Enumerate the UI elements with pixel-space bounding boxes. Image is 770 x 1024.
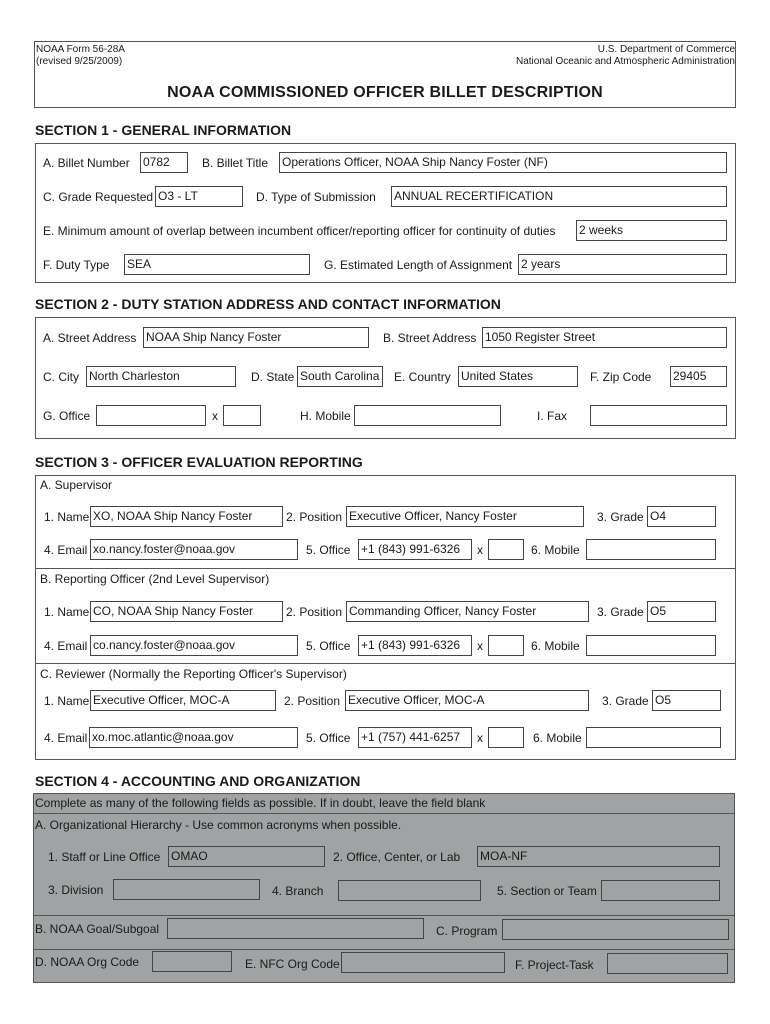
grade-requested-label: C. Grade Requested bbox=[43, 190, 154, 204]
reviewer-label: C. Reviewer (Normally the Reporting Officer's Supervisor) bbox=[40, 667, 347, 681]
street-address-a-field[interactable]: NOAA Ship Nancy Foster bbox=[143, 327, 369, 348]
nfc-org-code-label: E. NFC Org Code bbox=[245, 957, 340, 971]
section4-divider-1 bbox=[34, 813, 734, 814]
assignment-length-field[interactable]: 2 years bbox=[518, 254, 727, 275]
duty-type-label: F. Duty Type bbox=[43, 258, 110, 272]
supervisor-mobile-field[interactable] bbox=[586, 539, 716, 560]
noaa-org-code-label: D. NOAA Org Code bbox=[35, 955, 140, 969]
org-hierarchy-label: A. Organizational Hierarchy - Use common acronyms when possible. bbox=[35, 818, 402, 832]
supervisor-office-field[interactable]: +1 (843) 991-6326 bbox=[358, 539, 472, 560]
street-address-b-label: B. Street Address bbox=[383, 331, 477, 345]
supervisor-mobile-label: 6. Mobile bbox=[531, 543, 580, 557]
reporting-position-field[interactable]: Commanding Officer, Nancy Foster bbox=[346, 601, 589, 622]
submission-type-label: D. Type of Submission bbox=[256, 190, 376, 204]
reviewer-mobile-label: 6. Mobile bbox=[533, 731, 582, 745]
billet-title-field[interactable]: Operations Officer, NOAA Ship Nancy Foster (NF) bbox=[279, 152, 727, 173]
reviewer-ext-field[interactable] bbox=[488, 727, 524, 748]
supervisor-name-label: 1. Name bbox=[44, 510, 90, 524]
goal-subgoal-label: B. NOAA Goal/Subgoal bbox=[35, 922, 160, 936]
reporting-name-label: 1. Name bbox=[44, 605, 90, 619]
program-label: C. Program bbox=[436, 924, 498, 938]
goal-subgoal-field[interactable] bbox=[167, 918, 424, 939]
section4-instructions: Complete as many of the following fields as possible. If in doubt, leave the field blank bbox=[35, 796, 486, 810]
country-label: E. Country bbox=[394, 370, 451, 384]
project-task-label: F. Project-Task bbox=[515, 958, 594, 972]
section-team-label: 5. Section or Team bbox=[497, 884, 597, 898]
reviewer-email-field[interactable]: xo.moc.atlantic@noaa.gov bbox=[89, 727, 298, 748]
supervisor-email-field[interactable]: xo.nancy.foster@noaa.gov bbox=[90, 539, 298, 560]
billet-number-label: A. Billet Number bbox=[43, 156, 130, 170]
reviewer-grade-field[interactable]: O5 bbox=[652, 690, 721, 711]
reviewer-office-field[interactable]: +1 (757) 441-6257 bbox=[358, 727, 472, 748]
section3-divider-b bbox=[35, 663, 736, 664]
supervisor-position-label: 2. Position bbox=[286, 510, 343, 524]
division-field[interactable] bbox=[113, 879, 260, 900]
form-number: NOAA Form 56-28A bbox=[36, 44, 125, 55]
branch-label: 4. Branch bbox=[272, 884, 324, 898]
supervisor-email-label: 4. Email bbox=[44, 543, 88, 557]
street-address-a-label: A. Street Address bbox=[43, 331, 137, 345]
billet-title-label: B. Billet Title bbox=[202, 156, 269, 170]
page-title: NOAA COMMISSIONED OFFICER BILLET DESCRIPTION bbox=[167, 84, 603, 101]
overlap-field[interactable]: 2 weeks bbox=[576, 220, 727, 241]
reviewer-position-field[interactable]: Executive Officer, MOC-A bbox=[345, 690, 589, 711]
city-label: C. City bbox=[43, 370, 79, 384]
reporting-officer-label: B. Reporting Officer (2nd Level Supervisor) bbox=[40, 572, 270, 586]
mobile-label: H. Mobile bbox=[300, 409, 351, 423]
fax-field[interactable] bbox=[590, 405, 727, 426]
reporting-office-field[interactable]: +1 (843) 991-6326 bbox=[358, 635, 472, 656]
branch-field[interactable] bbox=[338, 880, 481, 901]
state-field[interactable]: South Carolina bbox=[297, 366, 383, 387]
grade-requested-field[interactable]: O3 - LT bbox=[155, 186, 243, 207]
section1-heading: SECTION 1 - GENERAL INFORMATION bbox=[35, 122, 292, 138]
street-address-b-field[interactable]: 1050 Register Street bbox=[482, 327, 727, 348]
reporting-grade-label: 3. Grade bbox=[597, 605, 644, 619]
office-label: G. Office bbox=[43, 409, 91, 423]
reporting-email-field[interactable]: co.nancy.foster@noaa.gov bbox=[90, 635, 298, 656]
nfc-org-code-field[interactable] bbox=[341, 952, 505, 973]
supervisor-office-label: 5. Office bbox=[306, 543, 351, 557]
reviewer-mobile-field[interactable] bbox=[586, 727, 721, 748]
submission-type-field[interactable]: ANNUAL RECERTIFICATION bbox=[391, 186, 727, 207]
reviewer-position-label: 2. Position bbox=[284, 694, 341, 708]
office-ext-field[interactable] bbox=[223, 405, 261, 426]
overlap-label: E. Minimum amount of overlap between incumbent officer/reporting officer for continuity of duties bbox=[43, 224, 556, 238]
assignment-length-label: G. Estimated Length of Assignment bbox=[324, 258, 513, 272]
duty-type-field[interactable]: SEA bbox=[124, 254, 310, 275]
supervisor-name-field[interactable]: XO, NOAA Ship Nancy Foster bbox=[90, 506, 283, 527]
zip-code-label: F. Zip Code bbox=[590, 370, 652, 384]
city-field[interactable]: North Charleston bbox=[86, 366, 236, 387]
reporting-mobile-label: 6. Mobile bbox=[531, 639, 580, 653]
reviewer-email-label: 4. Email bbox=[44, 731, 88, 745]
state-label: D. State bbox=[251, 370, 295, 384]
reporting-mobile-field[interactable] bbox=[586, 635, 716, 656]
division-label: 3. Division bbox=[48, 883, 104, 897]
agency-name: National Oceanic and Atmospheric Administration bbox=[515, 56, 735, 67]
reporting-ext-x: x bbox=[477, 639, 483, 653]
reviewer-name-field[interactable]: Executive Officer, MOC-A bbox=[90, 690, 276, 711]
reporting-office-label: 5. Office bbox=[306, 639, 351, 653]
staff-office-field[interactable]: OMAO bbox=[168, 846, 325, 867]
section-team-field[interactable] bbox=[601, 880, 720, 901]
section4-heading: SECTION 4 - ACCOUNTING AND ORGANIZATION bbox=[35, 773, 361, 789]
billet-number-field[interactable]: 0782 bbox=[140, 152, 188, 173]
reporting-position-label: 2. Position bbox=[286, 605, 343, 619]
office-center-label: 2. Office, Center, or Lab bbox=[333, 850, 461, 864]
section4-divider-2 bbox=[34, 915, 734, 916]
section4-divider-3 bbox=[34, 949, 734, 950]
staff-office-label: 1. Staff or Line Office bbox=[48, 850, 161, 864]
reporting-ext-field[interactable] bbox=[488, 635, 524, 656]
reviewer-ext-x: x bbox=[477, 731, 483, 745]
reporting-email-label: 4. Email bbox=[44, 639, 88, 653]
supervisor-label: A. Supervisor bbox=[40, 478, 113, 492]
supervisor-ext-x: x bbox=[477, 543, 483, 557]
form-revision: (revised 9/25/2009) bbox=[36, 56, 123, 67]
section2-heading: SECTION 2 - DUTY STATION ADDRESS AND CONTACT INFORMATION bbox=[35, 296, 501, 312]
zip-code-field[interactable]: 29405 bbox=[670, 366, 727, 387]
supervisor-grade-label: 3. Grade bbox=[597, 510, 644, 524]
country-field[interactable]: United States bbox=[458, 366, 578, 387]
section3-divider-a bbox=[35, 568, 736, 569]
project-task-field[interactable] bbox=[607, 953, 728, 974]
office-center-field[interactable]: MOA-NF bbox=[477, 846, 720, 867]
office-phone-field[interactable] bbox=[96, 405, 206, 426]
supervisor-ext-field[interactable] bbox=[488, 539, 524, 560]
reporting-name-field[interactable]: CO, NOAA Ship Nancy Foster bbox=[90, 601, 283, 622]
reviewer-name-label: 1. Name bbox=[44, 694, 90, 708]
supervisor-position-field[interactable]: Executive Officer, Nancy Foster bbox=[346, 506, 584, 527]
section3-heading: SECTION 3 - OFFICER EVALUATION REPORTING bbox=[35, 454, 363, 470]
program-field[interactable] bbox=[502, 919, 729, 940]
office-ext-x: x bbox=[212, 409, 218, 423]
fax-label: I. Fax bbox=[537, 409, 568, 423]
supervisor-grade-field[interactable]: O4 bbox=[647, 506, 716, 527]
reviewer-office-label: 5. Office bbox=[306, 731, 351, 745]
mobile-field[interactable] bbox=[354, 405, 501, 426]
reviewer-grade-label: 3. Grade bbox=[602, 694, 649, 708]
noaa-org-code-field[interactable] bbox=[152, 951, 232, 972]
department-name: U.S. Department of Commerce bbox=[597, 44, 735, 55]
reporting-grade-field[interactable]: O5 bbox=[647, 601, 716, 622]
